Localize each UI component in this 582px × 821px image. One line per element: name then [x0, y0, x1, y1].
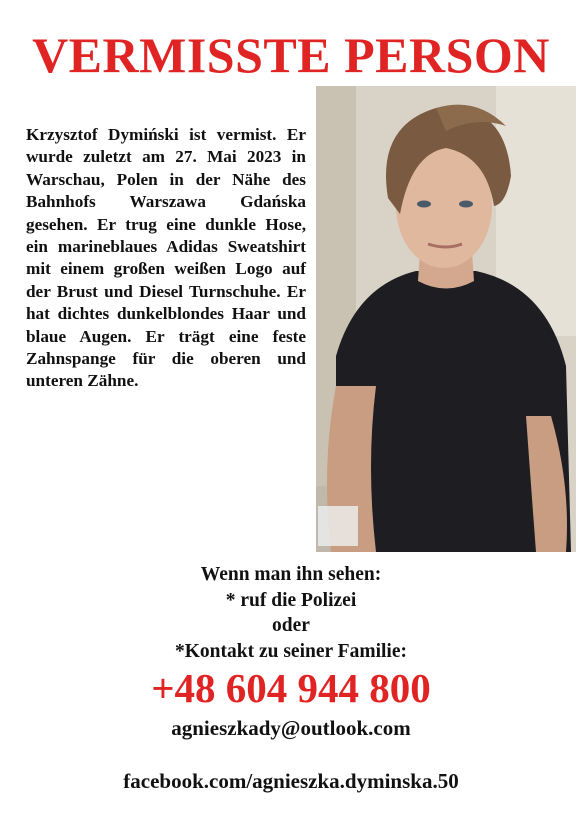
instruction-line: * ruf die Polizei — [225, 589, 357, 611]
contact-instructions — [0, 562, 582, 664]
facebook-link: facebook.com/agnieszka.dyminska.50 — [123, 769, 459, 793]
instruction-line: oder — [272, 615, 310, 636]
phone-number: +48 604 944 800 — [151, 665, 431, 711]
poster-title: VERMISSTE PERSON — [32, 27, 550, 83]
person-description: Krzysztof Dymiński ist vermist. Er wurde zuletzt am 27. Mai 2023 in Warschau, Polen in der Nähe des Bahnhofs Warszawa Gdańska gesehen. Er trug eine dunkle Hose, ein marineblaues Adidas Sweatshirt mit einem großen weißen Logo auf der Brust und Diesel Turnschuhe. Er hat dichtes dunkelblondes Haar und blaue Augen. Er trägt eine feste Zahnspange für die oberen und unteren Zähne. — [26, 125, 306, 391]
instruction-line: *Kontakt zu seiner Familie: — [175, 640, 407, 662]
email-address: agnieszkady@outlook.com — [171, 716, 411, 740]
instruction-line: Wenn man ihn sehen: — [200, 564, 382, 585]
missing-person-photo — [316, 86, 576, 552]
